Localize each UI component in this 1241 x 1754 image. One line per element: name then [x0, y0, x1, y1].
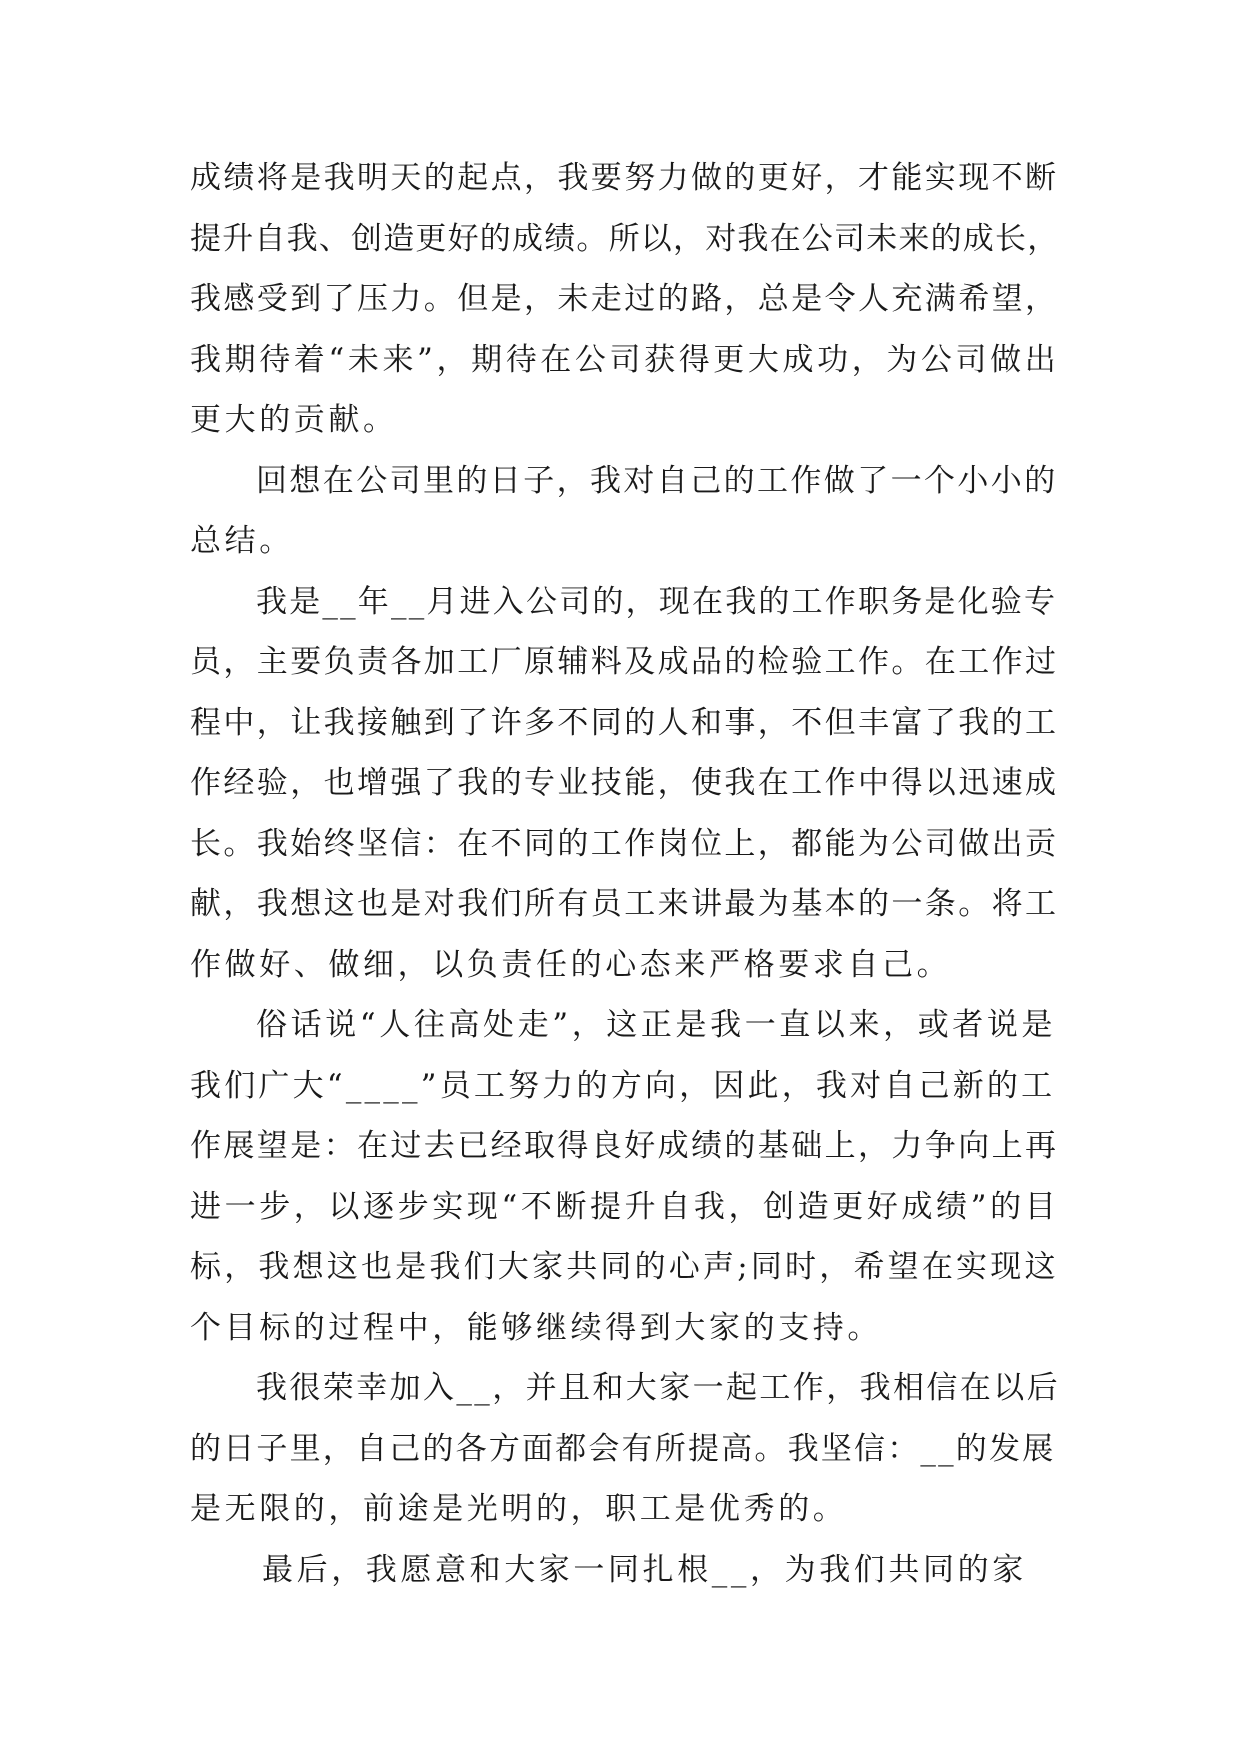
paragraph-start-line: 我是__年__月进入公司的，现在我的工作职务是化验专	[256, 583, 1058, 620]
text-line: 提升自我、创造更好的成绩。所以，对我在公司未来的成长，	[190, 220, 1060, 257]
text-line: 长。我始终坚信：在不同的工作岗位上，都能为公司做出贡	[190, 825, 1059, 862]
paragraph-start-line: 我很荣幸加入__，并且和大家一起工作，我相信在以后	[256, 1370, 1060, 1406]
text-line: 我们广大“____”员工努力的方向，因此，我对自己新的工	[190, 1067, 1056, 1104]
paragraph-start-line: 最后，我愿意和大家一同扎根__，为我们共同的家	[262, 1551, 1027, 1588]
text-line: 进一步，以逐步实现“不断提升自我，创造更好成绩”的目	[190, 1188, 1060, 1225]
text-line: 程中，让我接触到了许多不同的人和事，不但丰富了我的工	[190, 704, 1059, 741]
document-body	[190, 148, 1060, 1600]
text-line: 我感受到了压力。但是，未走过的路，总是令人充满希望，	[190, 281, 1059, 317]
text-line: 更大的贡献。	[190, 402, 398, 438]
paragraph-start-line: 俗话说“人往高处走”，这正是我一直以来，或者说是	[256, 1007, 1057, 1043]
text-line: 成绩将是我明天的起点，我要努力做的更好，才能实现不断	[190, 160, 1059, 196]
text-line: 总结。	[190, 523, 294, 559]
text-line: 的日子里，自己的各方面都会有所提高。我坚信：__的发展	[190, 1430, 1056, 1467]
text-line: 员，主要负责各加工厂原辅料及成品的检验工作。在工作过	[190, 644, 1059, 680]
text-line: 标，我想这也是我们大家共同的心声;同时，希望在实现这	[190, 1249, 1059, 1285]
text-line: 作做好、做细，以负责任的心态来严格要求自己。	[190, 946, 952, 983]
paragraph-start-line: 回想在公司里的日子，我对自己的工作做了一个小小的	[256, 462, 1058, 499]
text-line: 我期待着“未来”，期待在公司获得更大成功，为公司做出	[190, 341, 1060, 378]
text-line: 作展望是：在过去已经取得良好成绩的基础上，力争向上再	[190, 1128, 1059, 1164]
text-line: 作经验，也增强了我的专业技能，使我在工作中得以迅速成	[190, 765, 1059, 801]
text-line: 献，我想这也是对我们所有员工来讲最为基本的一条。将工	[190, 886, 1059, 922]
text-line: 是无限的，前途是光明的，职工是优秀的。	[190, 1491, 848, 1527]
text-line: 个目标的过程中，能够继续得到大家的支持。	[190, 1309, 882, 1346]
